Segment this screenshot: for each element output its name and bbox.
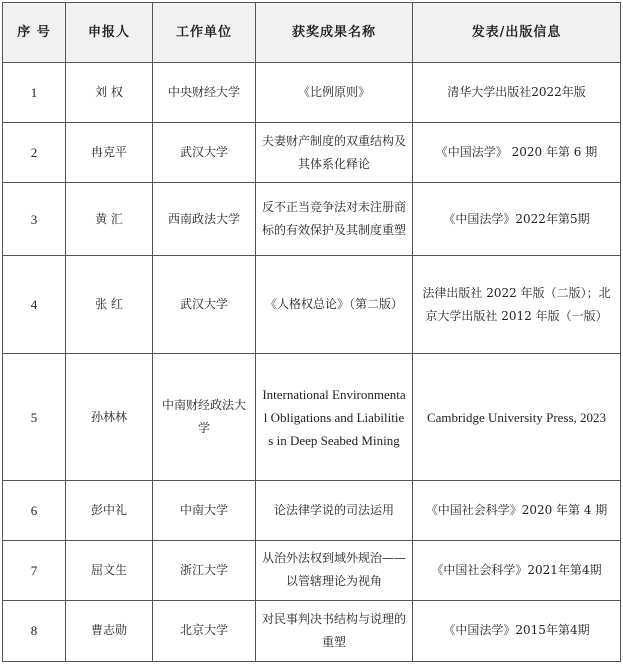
table-header <box>3 3 621 63</box>
cell-applicant: 孙林林 <box>66 354 153 480</box>
header-publication: 发表/出版信息 <box>413 3 621 63</box>
cell-applicant: 曹志勋 <box>66 600 153 661</box>
cell-title: 夫妻财产制度的双重结构及其体系化释论 <box>256 123 413 183</box>
table-row <box>3 63 621 123</box>
cell-applicant: 黄 汇 <box>66 183 153 256</box>
table-body <box>3 63 621 662</box>
cell-publication: 清华大学出版社2022年版 <box>413 63 621 123</box>
cell-title: International Environmental Obligations and Liabilities in Deep Seabed Mining <box>256 354 413 480</box>
cell-title: 从治外法权到域外规治——以管辖理论为视角 <box>256 540 413 600</box>
cell-no: 6 <box>3 480 66 540</box>
header-row <box>3 3 621 63</box>
cell-publication: 《中国社会科学》2021年第4期 <box>413 540 621 600</box>
cell-unit: 中央财经大学 <box>153 63 256 123</box>
table-row <box>3 256 621 354</box>
cell-applicant: 张 红 <box>66 256 153 354</box>
header-unit: 工作单位 <box>153 3 256 63</box>
cell-applicant: 刘 权 <box>66 63 153 123</box>
cell-unit: 武汉大学 <box>153 256 256 354</box>
cell-title: 《比例原则》 <box>256 63 413 123</box>
table-row <box>3 354 621 480</box>
table-row <box>3 600 621 661</box>
cell-unit: 武汉大学 <box>153 123 256 183</box>
cell-applicant: 屈文生 <box>66 540 153 600</box>
cell-applicant: 冉克平 <box>66 123 153 183</box>
header-title: 获奖成果名称 <box>256 3 413 63</box>
cell-title: 论法律学说的司法运用 <box>256 480 413 540</box>
table-row <box>3 480 621 540</box>
cell-no: 1 <box>3 63 66 123</box>
cell-title: 对民事判决书结构与说理的重塑 <box>256 600 413 661</box>
cell-no: 7 <box>3 540 66 600</box>
header-applicant: 申报人 <box>66 3 153 63</box>
awards-table <box>2 2 621 662</box>
cell-unit: 中南大学 <box>153 480 256 540</box>
table-row <box>3 540 621 600</box>
cell-no: 4 <box>3 256 66 354</box>
cell-publication: 《中国法学》 2020 年第 6 期 <box>413 123 621 183</box>
cell-no: 3 <box>3 183 66 256</box>
cell-no: 8 <box>3 600 66 661</box>
cell-publication: 《中国法学》2022年第5期 <box>413 183 621 256</box>
table-row <box>3 123 621 183</box>
cell-publication: 法律出版社 2022 年版（二版）；北京大学出版社 2012 年版（一版） <box>413 256 621 354</box>
cell-unit: 西南政法大学 <box>153 183 256 256</box>
cell-publication: 《中国法学》2015年第4期 <box>413 600 621 661</box>
cell-applicant: 彭中礼 <box>66 480 153 540</box>
header-no: 序 号 <box>3 3 66 63</box>
cell-publication: 《中国社会科学》2020 年第 4 期 <box>413 480 621 540</box>
cell-unit: 北京大学 <box>153 600 256 661</box>
cell-unit: 浙江大学 <box>153 540 256 600</box>
cell-title: 《人格权总论》（第二版） <box>256 256 413 354</box>
cell-no: 5 <box>3 354 66 480</box>
cell-publication: Cambridge University Press, 2023 <box>413 354 621 480</box>
cell-unit: 中南财经政法大学 <box>153 354 256 480</box>
cell-no: 2 <box>3 123 66 183</box>
cell-title: 反不正当竞争法对未注册商标的有效保护及其制度重塑 <box>256 183 413 256</box>
table-row <box>3 183 621 256</box>
